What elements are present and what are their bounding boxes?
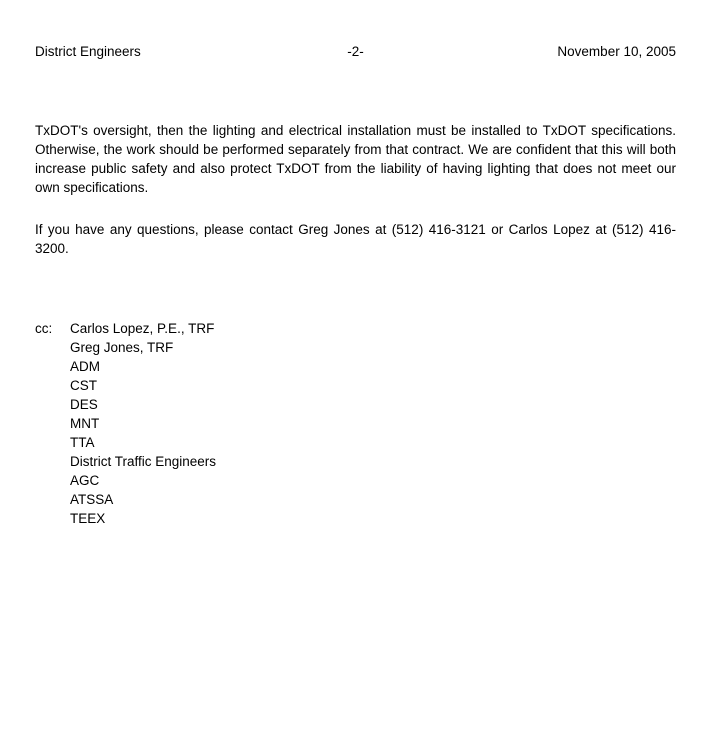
cc-item: ADM (70, 359, 100, 374)
cc-item: District Traffic Engineers (70, 454, 217, 469)
cc-item: Greg Jones, TRF (70, 340, 174, 355)
cc-item: ATSSA (70, 492, 114, 507)
cc-item: Carlos Lopez, P.E., TRF (70, 321, 215, 336)
body-paragraph-oversight: TxDOT's oversight, then the lighting and electrical installation must be installed to TxDOT specifications. Otherwise, the work should be performed separately from that contract. We are confident that this will both increase public safety and also protect TxDOT from the liability of having lighting that does not meet our own specifications. (35, 123, 676, 195)
cc-item: MNT (70, 416, 100, 431)
cc-list (70, 319, 676, 528)
cc-item: TEEX (70, 511, 106, 526)
header-recipient: District Engineers (35, 44, 141, 59)
page-header (35, 42, 676, 61)
cc-label: cc: (35, 321, 53, 336)
header-date: November 10, 2005 (557, 44, 676, 59)
cc-item: TTA (70, 435, 95, 450)
cc-block (35, 319, 676, 528)
header-page-number: -2- (347, 44, 364, 59)
cc-item: DES (70, 397, 98, 412)
cc-item: AGC (70, 473, 100, 488)
cc-item: CST (70, 378, 97, 393)
body-paragraph-contact: If you have any questions, please contact Greg Jones at (512) 416-3121 or Carlos Lopez at (512) 416-3200. (35, 222, 676, 256)
